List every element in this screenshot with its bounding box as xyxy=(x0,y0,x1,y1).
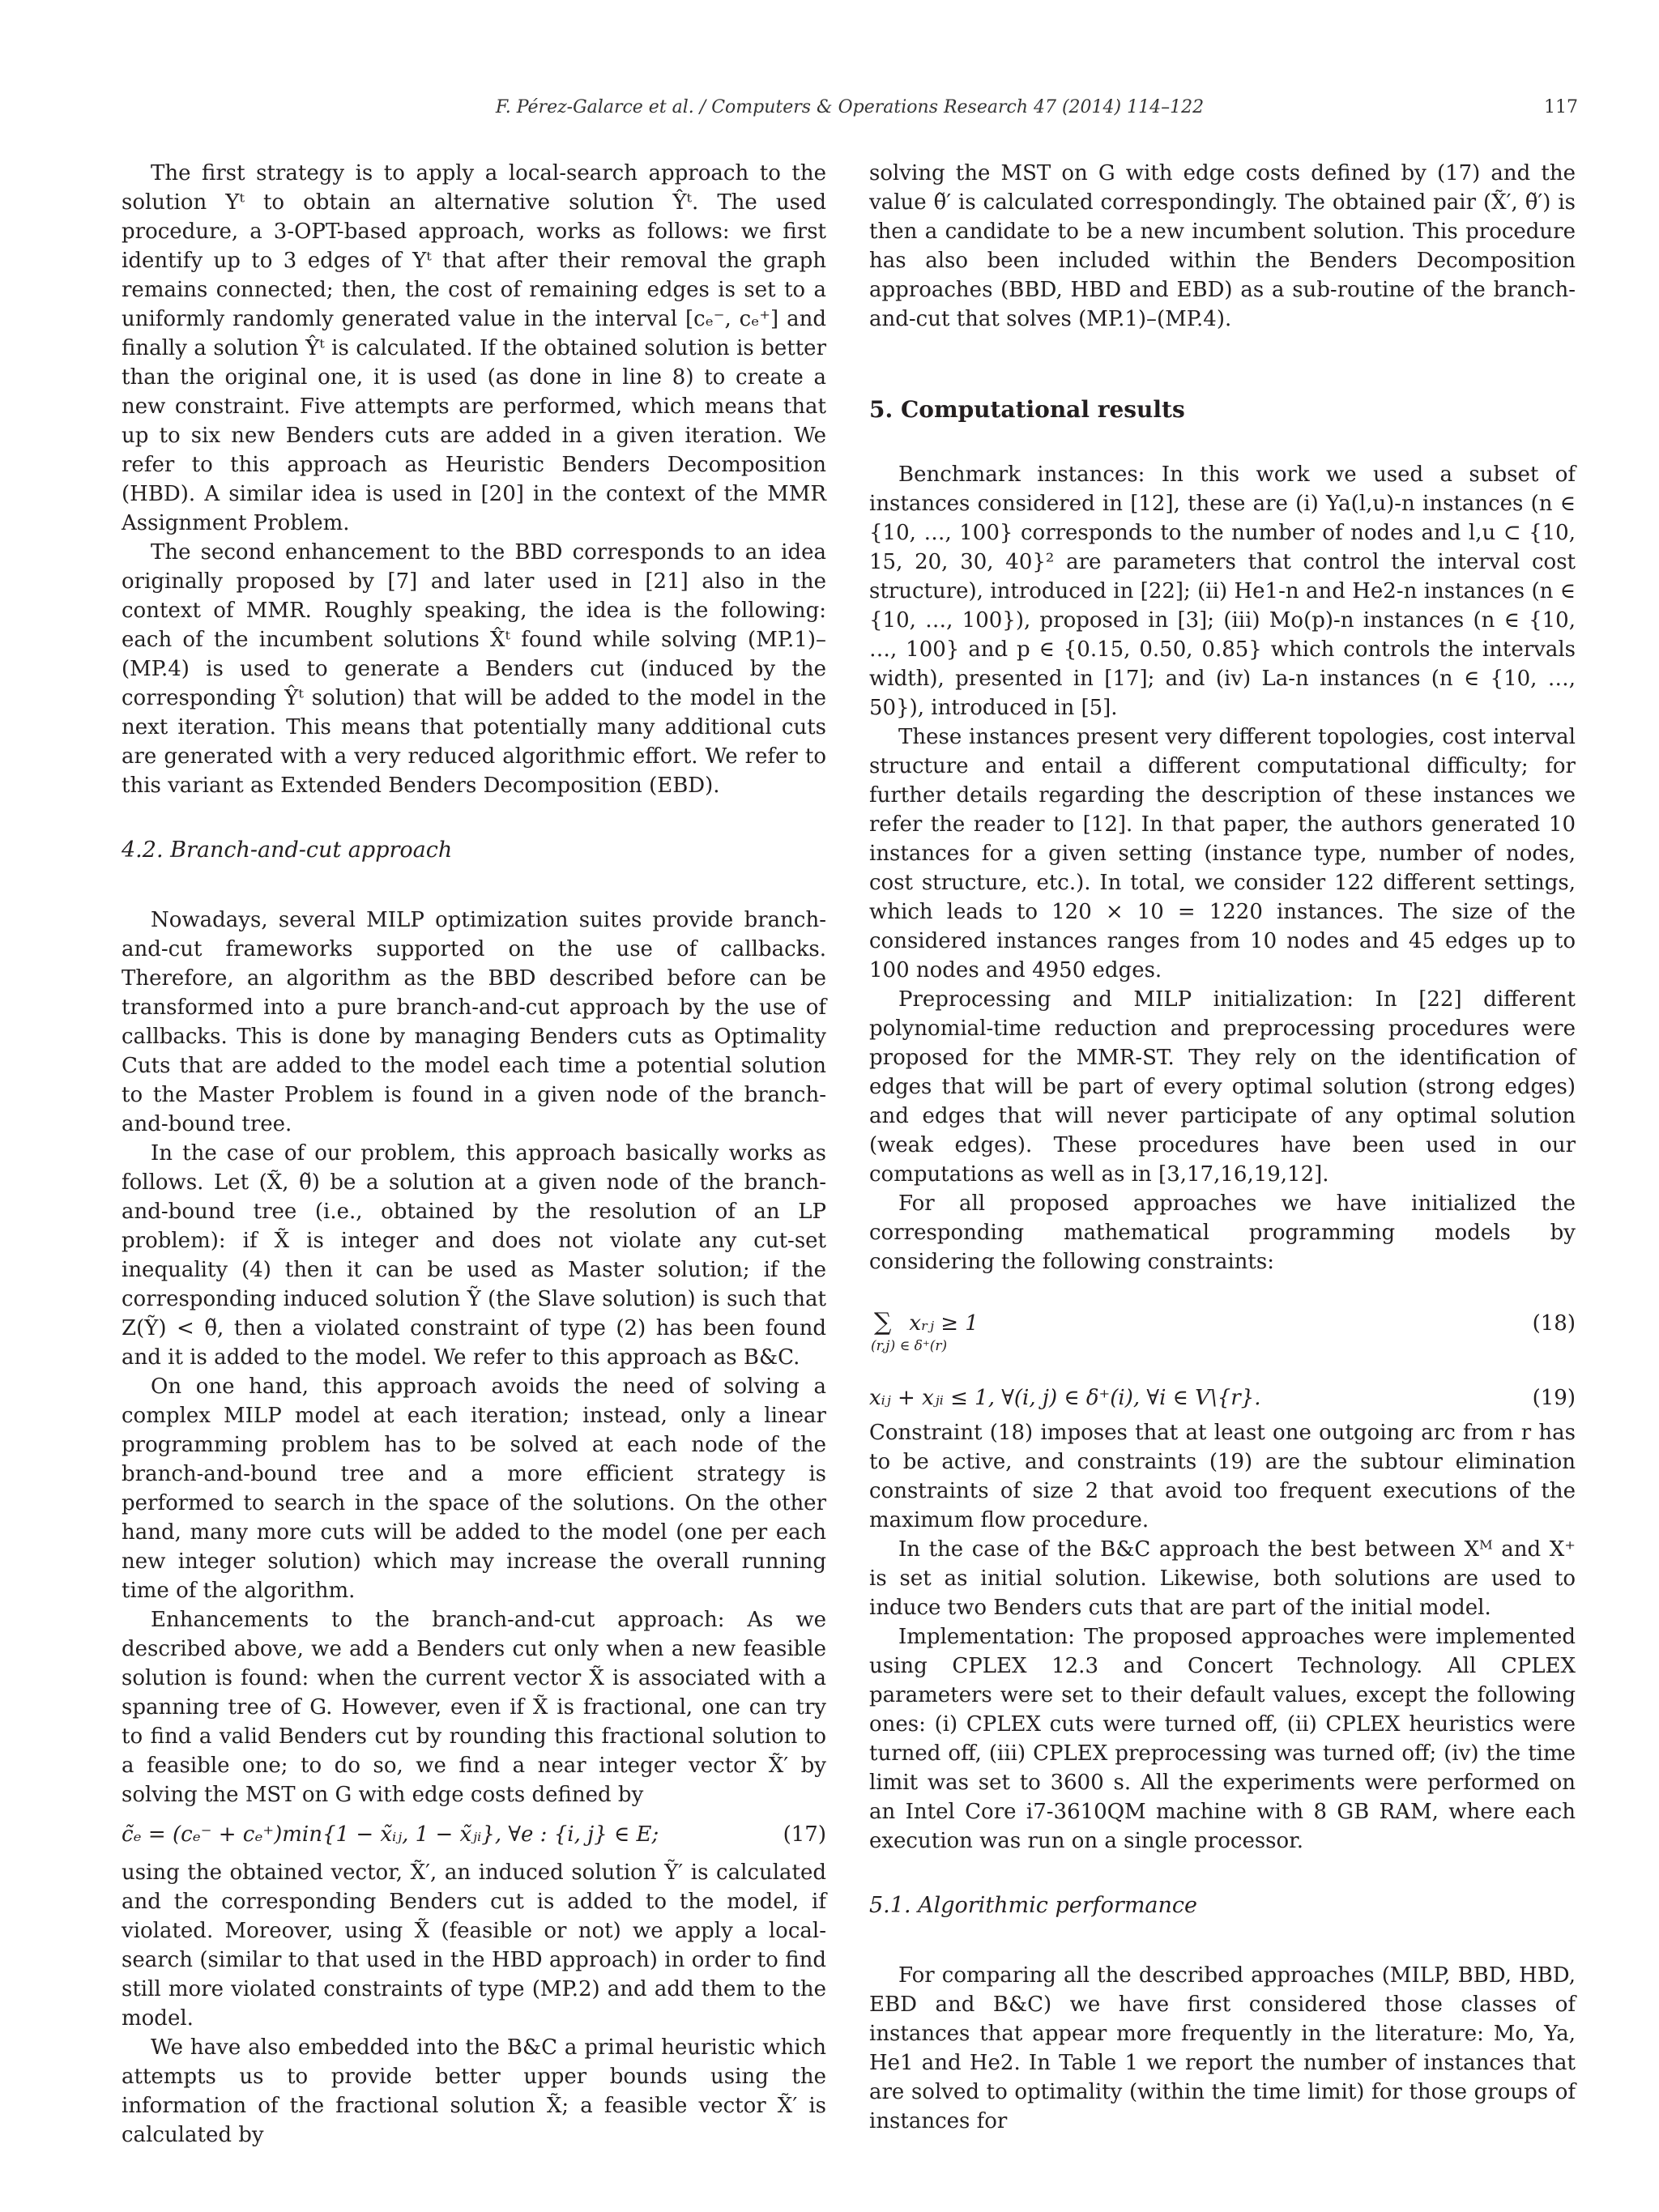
paragraph-bc-tradeoff: On one hand, this approach avoids the need of solving a complex MILP model at each iteration; instead, only a linear programming problem has to be solved at each node of the branch-and-bound tree and a more efficient strategy is performed to search in the space of the solutions. On the other hand, many more cuts will be added to the model (one per each new integer solution) which may increase the overall running time of the algorithm. xyxy=(122,1375,826,1603)
paragraph-bc-approach: In the case of our problem, this approach basically works as follows. Let (X̃, θ̃) be a solution at a given node of the branch-and-bound tree (i.e., obtained by the resolution of an LP problem): if X̃ is integer and does not violate any cut-set inequality (4) then it can be used as Master solution; if the corresponding induced solution Ỹ (the Slave solution) is such that Z(Ỹ) < θ̃, then a violated constraint of type (2) has been found and it is added to the model. We refer to this approach as B&C. xyxy=(122,1141,826,1370)
paragraph-milp-suites: Nowadays, several MILP optimization suites provide branch-and-cut frameworks supported on the use of callbacks. Therefore, an algorithm as the BBD described before can be transformed into a pure branch-and-cut approach by the use of callbacks. This is done by managing Benders cuts as Optimality Cuts that are added to the model each time a potential solution to the Master Problem is found in a given node of the branch-and-bound tree. xyxy=(122,908,826,1136)
paragraph-bc-enhancements: Enhancements to the branch-and-cut approach: As we described above, we add a Benders cut only when a new feasible solution is found: when the current vector X̃ is associated with a spanning tree of G. However, even if X̃ is fractional, one can try to find a valid Benders cut by rounding this fractional solution to a feasible one; to do so, we find a near integer vector X̃′ by solving the MST on G with edge costs defined by xyxy=(122,1608,826,1807)
summation-sign: ∑ xyxy=(874,1308,892,1336)
paragraph-topologies: These instances present very different topologies, cost interval structure and entail a different computational difficulty; for further details regarding the description of these instances we refer the reader to [12]. In that paper, the authors generated 10 instances for a given setting (instance type, number of nodes, cost structure, etc.). In total, we consider 122 different settings, which leads to 120 × 10 = 1220 instances. The size of the considered instances ranges from 10 nodes and 45 edges up to 100 nodes and 4950 edges. xyxy=(869,725,1576,982)
paragraph-initialization: For all proposed approaches we have initialized the corresponding mathematical programming models by considering the following constraints: xyxy=(869,1191,1576,1274)
equation-17 xyxy=(122,1821,826,1848)
paragraph-implementation: Implementation: The proposed approaches were implemented using CPLEX 12.3 and Concert Technology. All CPLEX parameters were set to their default values, except the following ones: (i) CPLEX cuts were turned off, (ii) CPLEX heuristics were turned off, (iii) CPLEX preprocessing was turned off; (iv) the time limit was set to 3600 s. All the experiments were performed on an Intel Core i7-3610QM machine with 8 GB RAM, where each execution was run on a single processor. xyxy=(869,1625,1576,1853)
running-title: F. Pérez-Galarce et al. / Computers & Operations Research 47 (2014) 114–122 xyxy=(495,97,1205,117)
equation-19 xyxy=(869,1384,1576,1412)
right-column xyxy=(869,159,1576,2136)
paragraph-ebd: The second enhancement to the BBD corresponds to an idea originally proposed by [7] and later used in [21] also in the context of MMR. Roughly speaking, the idea is the following: each of the incumbent solutions X̂ᵗ found while solving (MP.1)–(MP.4) is used to generate a Benders cut (induced by the corresponding Ŷᵗ solution) that will be added to the model in the next iteration. This means that potentially many additional cuts are generated with a very reduced algorithmic effort. We refer to this variant as Extended Benders Decomposition (EBD). xyxy=(122,540,826,798)
left-column xyxy=(122,159,826,2150)
equation-19-body: xᵢⱼ + xⱼᵢ ≤ 1, ∀(i, j) ∈ δ⁺(i), ∀i ∈ V\{r}. xyxy=(869,1386,1261,1410)
paragraph-local-search: The first strategy is to apply a local-search approach to the solution Yᵗ to obtain an alternative solution Ŷᵗ. The used procedure, a 3-OPT-based approach, works as follows: we first identify up to 3 edges of Yᵗ that after their removal the graph remains connected; then, the cost of remaining edges is set to a uniformly randomly generated value in the interval [cₑ⁻, cₑ⁺] and finally a solution Ŷᵗ is calculated. If the obtained solution is better than the original one, it is used (as done in line 8) to create a new constraint. Five attempts are performed, which means that up to six new Benders cuts are added in a given iteration. We refer to this approach as Heuristic Benders Decomposition (HBD). A similar idea is used in [20] in the context of the MMR Assignment Problem. xyxy=(122,161,826,535)
paragraph-benchmark-instances: Benchmark instances: In this work we used a subset of instances considered in [12], these are (i) Ya(l,u)-n instances (n ∈ {10, …, 100} corresponds to the number of nodes and l,u ⊂ {10, 15, 20, 30, 40}² are parameters that control the interval cost structure), introduced in [22]; (ii) He1-n and He2-n instances (n ∈ {10, …, 100}), proposed in [3]; (iii) Mo(p)-n instances (n ∈ {10, …, 100} and p ∈ {0.15, 0.50, 0.85} which controls the intervals width), presented in [17]; and (iv) La-n instances (n ∈ {10, …, 50}), introduced in [5]. xyxy=(869,462,1576,720)
page-number: 117 xyxy=(1544,97,1578,117)
paragraph-constraints-explained: Constraint (18) imposes that at least one outgoing arc from r has to be active, and constraints (19) are the subtour elimination constraints of size 2 that avoid too frequent executions of the maximum flow procedure. xyxy=(869,1421,1576,1532)
paragraph-mst-continuation: solving the MST on G with edge costs defined by (17) and the value θ̃′ is calculated correspondingly. The obtained pair (X̃′, θ̃′) is then a candidate to be a new incumbent solution. This procedure has also been included within the Benders Decomposition approaches (BBD, HBD and EBD) as a sub-routine of the branch-and-cut that solves (MP.1)–(MP.4). xyxy=(869,161,1576,331)
paragraph-initial-solution: In the case of the B&C approach the best between Xᴹ and X⁺ is set as initial solution. Likewise, both solutions are used to induce two Benders cuts that are part of the initial model. xyxy=(869,1537,1576,1620)
paragraph-induced-solution: using the obtained vector, X̃′, an induced solution Ỹ′ is calculated and the corresponding Benders cut is added to the model, if violated. Moreover, using X̃ (feasible or not) we apply a local-search (similar to that used in the HBD approach) in order to find still more violated constraints of type (MP.2) and add them to the model. xyxy=(122,1860,826,2031)
running-header xyxy=(122,97,1578,130)
equation-17-body: c̃ₑ = (cₑ⁻ + cₑ⁺)min{1 − x̃ᵢⱼ, 1 − x̃ⱼᵢ}, ∀e : {i, j} ∈ E; xyxy=(122,1822,659,1847)
paragraph-preprocessing: Preprocessing and MILP initialization: In [22] different polynomial-time reduction and preprocessing procedures were proposed for the MMR-ST. They rely on the identification of edges that will be part of every optimal solution (strong edges) and edges that will never participate of any optimal solution (weak edges). These procedures have been used in our computations as well as in [3,17,16,19,12]. xyxy=(869,987,1576,1187)
summation-subscript: (r,j) ∈ δ⁺(r) xyxy=(871,1338,948,1354)
section-heading-5: 5. Computational results xyxy=(869,396,1185,423)
equation-18 xyxy=(869,1309,1576,1355)
equation-17-number: (17) xyxy=(783,1822,826,1847)
subsection-heading-4-2: 4.2. Branch-and-cut approach xyxy=(122,837,453,863)
paragraph-algorithmic-performance: For comparing all the described approaches (MILP, BBD, HBD, EBD and B&C) we have first considered those classes of instances that appear more frequently in the literature: Mo, Ya, He1 and He2. In Table 1 we report the number of instances that are solved to optimality (within the time limit) for those groups of instances for xyxy=(869,1963,1576,2133)
paragraph-primal-heuristic: We have also embedded into the B&C a primal heuristic which attempts us to provide better upper bounds using the information of the fractional solution X̃; a feasible vector X̃′ is calculated by xyxy=(122,2035,826,2147)
equation-19-number: (19) xyxy=(1532,1386,1576,1410)
subsection-heading-5-1: 5.1. Algorithmic performance xyxy=(869,1893,1198,1918)
equation-18-number: (18) xyxy=(1532,1311,1576,1336)
equation-18-body: xᵣⱼ ≥ 1 xyxy=(909,1311,979,1336)
